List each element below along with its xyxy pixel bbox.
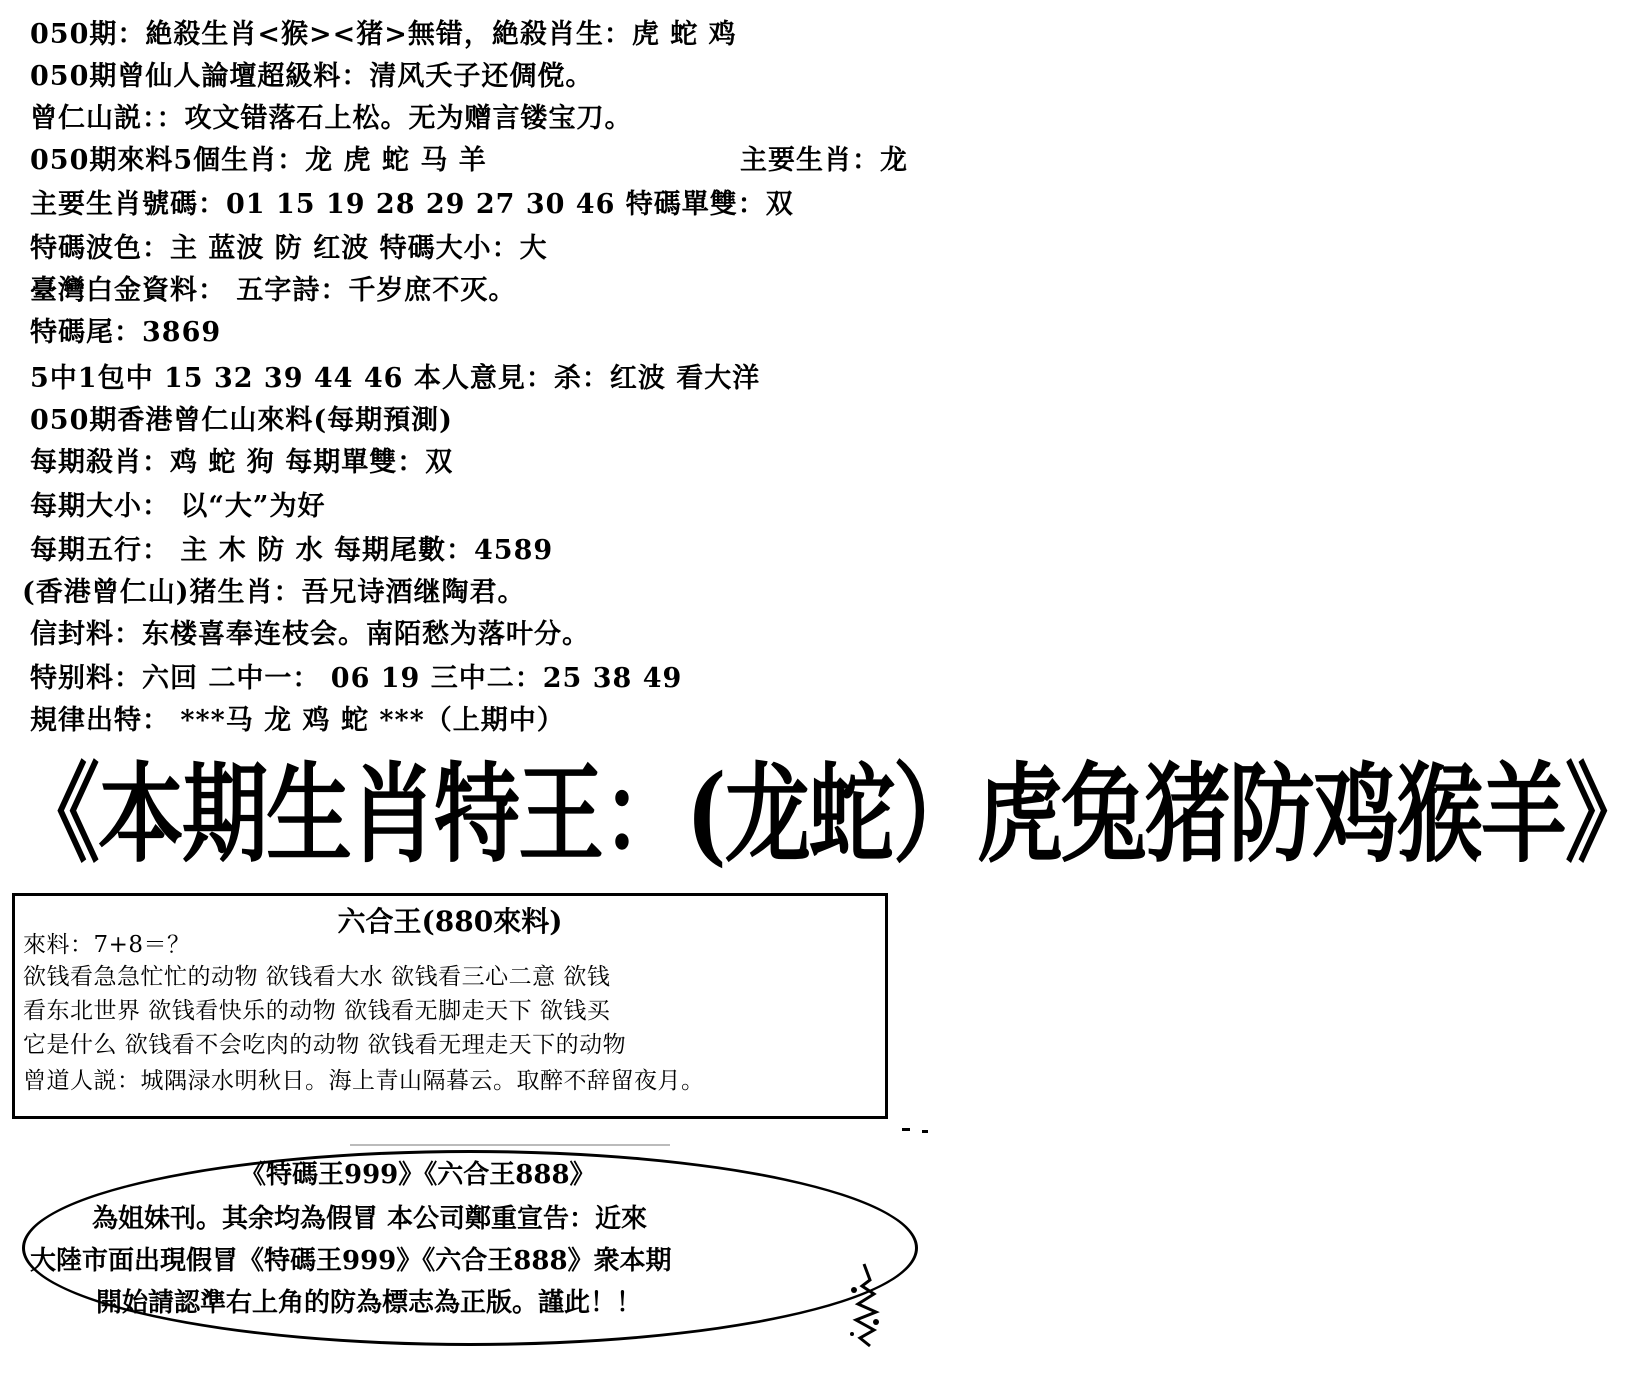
text-line: 050期：絶殺生肖<猴><猪>無错，絶殺肖生：虎 蛇 鸡 [30, 19, 737, 50]
text-line: 曾仁山説：：攻文错落石上松。无为赠言镂宝刀。 [30, 103, 633, 134]
box-line: 來料：7+8＝？ [23, 932, 191, 958]
speck [902, 1128, 910, 1131]
text-line: 特别料：六回 二中一： 06 19 三中二：25 38 49 [30, 663, 683, 694]
text-line: 臺灣白金資料： 五字詩：千岁庶不灭。 [30, 275, 517, 306]
text-line: 每期殺肖：鸡 蛇 狗 每期單雙：双 [30, 447, 454, 478]
headline: 《本期生肖特王：(龙蛇）虎兔猪防鸡猴羊》 [14, 751, 1649, 878]
right-note: 主要生肖：龙 [740, 145, 908, 176]
oval-line: 《特碼王999》《六合王888》 [240, 1160, 596, 1190]
text-line: 規律出特： ***马 龙 鸡 蛇 ***（上期中） [30, 705, 565, 736]
text-line: 每期大小： 以“大”为好 [30, 491, 326, 522]
text-line: 050期來料5個生肖：龙 虎 蛇 马 羊 [30, 145, 487, 176]
text-line: 每期五行： 主 木 防 水 每期尾數：4589 [30, 535, 554, 566]
text-line: (香港曾仁山)猪生肖：吾兄诗酒继陶君。 [22, 577, 526, 608]
text-line: 特碼尾：3869 [30, 317, 222, 348]
riddle-box [12, 893, 888, 1119]
box-title: 六合王(880來料) [337, 905, 563, 938]
anti-counterfeit-seal-icon [840, 1260, 888, 1350]
box-line: 它是什么 欲钱看不会吃肉的动物 欲钱看无理走天下的动物 [23, 1032, 627, 1058]
box-line: 曾道人説：城隅渌水明秋日。海上青山隔暮云。取醉不辞留夜月。 [23, 1068, 705, 1094]
oval-line: 開始請認準右上角的防為標志為正版。謹此！！ [96, 1288, 643, 1318]
text-line: 5中1包中 15 32 39 44 46 本人意見：杀：红波 看大洋 [30, 363, 761, 394]
speck [922, 1130, 928, 1133]
text-line: 信封料：东楼喜奉连枝会。南陌愁为落叶分。 [30, 619, 590, 650]
oval-line: 為姐妹刊。其余均為假冒 本公司鄭重宣告：近來 [92, 1204, 648, 1234]
oval-line: 大陸市面出現假冒《特碼王999》《六合王888》衆本期 [30, 1246, 672, 1276]
speck [350, 1144, 670, 1146]
text-line: 050期曾仙人論壇超級料：清风夭子还倜傥。 [30, 61, 594, 92]
box-line: 看东北世界 欲钱看快乐的动物 欲钱看无脚走天下 欲钱买 [23, 998, 611, 1024]
text-line: 主要生肖號碼：01 15 19 28 29 27 30 46 特碼單雙：双 [30, 189, 794, 220]
text-line: 特碼波色：主 蓝波 防 红波 特碼大小：大 [30, 233, 548, 264]
box-line: 欲钱看急急忙忙的动物 欲钱看大水 欲钱看三心二意 欲钱 [23, 964, 611, 990]
text-line: 050期香港曾仁山來料(每期預測) [30, 405, 453, 436]
